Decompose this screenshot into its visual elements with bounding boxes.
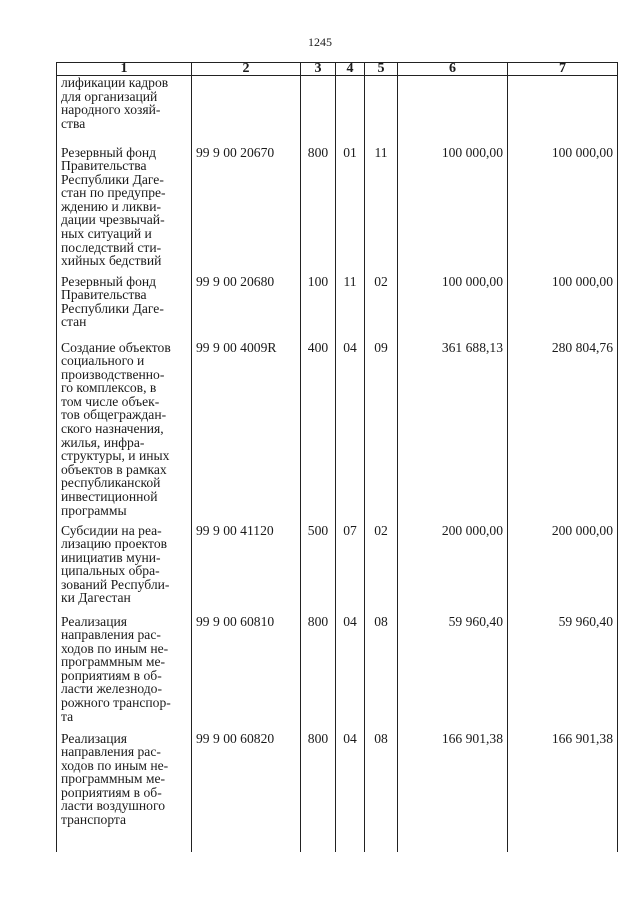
header-col-1: 1 (57, 63, 192, 76)
row-name: Субсидии на реа- лизацию проектов инициатив муни- ципальных обра- зований Республи- ки Дагестан (61, 522, 170, 606)
row-col4: 11 (336, 275, 365, 341)
row-col5 (365, 76, 398, 146)
row-value-7: 59 960,40 (508, 615, 618, 732)
header-col-3: 3 (301, 63, 336, 76)
row-code: 99 9 00 20680 (192, 275, 301, 341)
row-col5: 02 (365, 275, 398, 341)
row-value-7: 100 000,00 (508, 146, 618, 275)
row-value-6 (398, 76, 508, 146)
header-col-6: 6 (398, 63, 508, 76)
header-col-5: 5 (365, 63, 398, 76)
row-name: Реализация направления рас- ходов по иным не- программным ме- роприятиям в об- ласти железнодо- рожного транспор- та (61, 613, 171, 724)
row-col4: 01 (336, 146, 365, 275)
row-value-6: 200 000,00 (398, 524, 508, 615)
row-col3: 500 (301, 524, 336, 615)
row-code: 99 9 00 60810 (192, 615, 301, 732)
table-row (57, 76, 618, 146)
row-value-6: 59 960,40 (398, 615, 508, 732)
table-row (57, 146, 618, 275)
row-code: 99 9 00 60820 (192, 732, 301, 852)
header-col-7: 7 (508, 63, 618, 76)
row-value-7: 280 804,76 (508, 341, 618, 524)
row-col4: 04 (336, 341, 365, 524)
row-col3: 800 (301, 146, 336, 275)
row-col4: 04 (336, 732, 365, 852)
table-row (57, 615, 618, 732)
table-row (57, 341, 618, 524)
row-value-6: 100 000,00 (398, 146, 508, 275)
row-col3 (301, 76, 336, 146)
row-name: лификации кадров для организаций народного хозяй- ства (61, 75, 169, 131)
row-col4: 04 (336, 615, 365, 732)
page-number: 1245 (308, 35, 332, 49)
row-col5: 08 (365, 732, 398, 852)
row-col5: 02 (365, 524, 398, 615)
row-col3: 400 (301, 341, 336, 524)
row-value-7: 200 000,00 (508, 524, 618, 615)
table-row (57, 524, 618, 615)
row-value-6: 166 901,38 (398, 732, 508, 852)
row-code: 99 9 00 4009R (192, 341, 301, 524)
row-code: 99 9 00 20670 (192, 146, 301, 275)
header-col-4: 4 (336, 63, 365, 76)
row-col3: 800 (301, 615, 336, 732)
table-row (57, 275, 618, 341)
row-name: Резервный фонд Правительства Республики Даге- стан (61, 273, 164, 330)
row-col5: 09 (365, 341, 398, 524)
row-code: 99 9 00 41120 (192, 524, 301, 615)
row-col4: 07 (336, 524, 365, 615)
row-value-7 (508, 76, 618, 146)
row-value-7: 100 000,00 (508, 275, 618, 341)
row-name: Реализация направления рас- ходов по иным не- программным ме- роприятиям в об- ласти воздушного транспорта (61, 730, 169, 828)
table-row (57, 732, 618, 852)
row-name: Создание объектов социального и производственно- го комплексов, в том числе объек- тов общеграждан- ского назначения, жилья, инфра- структуры, и иных объектов в рамках республиканской инвестиционной программы (61, 339, 171, 518)
row-value-7: 166 901,38 (508, 732, 618, 852)
row-col5: 08 (365, 615, 398, 732)
row-name: Резервный фонд Правительства Республики Даге- стан по предупре- ждению и ликви- дации чрезвычай- ных ситуаций и последствий сти- хийных бедствий (61, 144, 166, 269)
budget-table (56, 62, 618, 852)
row-value-6: 100 000,00 (398, 275, 508, 341)
row-col3: 100 (301, 275, 336, 341)
row-value-6: 361 688,13 (398, 341, 508, 524)
header-col-2: 2 (192, 63, 301, 76)
row-code (192, 76, 301, 146)
table-header-row (57, 63, 618, 76)
row-col3: 800 (301, 732, 336, 852)
row-col4 (336, 76, 365, 146)
row-col5: 11 (365, 146, 398, 275)
